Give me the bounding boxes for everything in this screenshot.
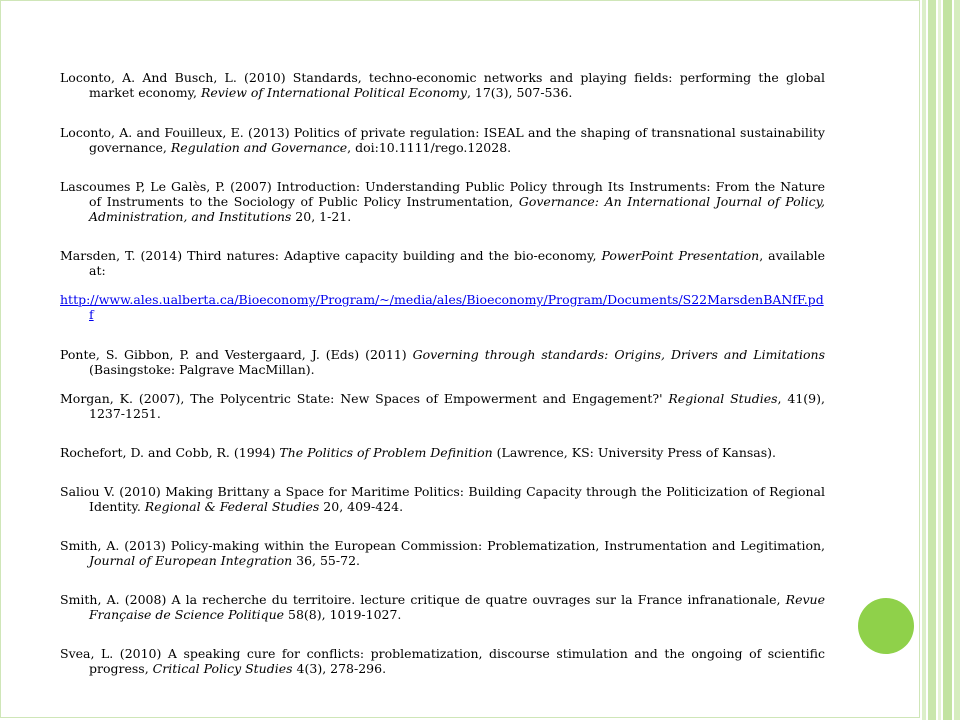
reference-item [60,445,825,460]
ref-source: Regulation and Governance [170,140,348,155]
ref-text: Loconto, A. And Busch, L. (2010) Standards, techno-economic networks and playing fields: performing the global market economy, [60,70,825,100]
reference-item [60,646,825,676]
ref-source: Regional & Federal Studies [144,499,320,514]
ref-text: Ponte, S. Gibbon, P. and Vestergaard, J. (Eds) (2011) [60,347,413,362]
ref-text: , doi:10.1111/rego.12028. [347,140,512,155]
reference-item [60,538,825,568]
ref-text: Smith, A. (2013) Policy-making within the European Commission: Problematization, Instrumentation and Legitimation, [60,538,825,553]
decorative-stripe [922,0,926,720]
ref-text: 20, 409-424. [319,499,404,514]
reference-item [60,484,825,514]
ref-text: Morgan, K. (2007), The Polycentric State: New Spaces of Empowerment and Engagement?' [60,391,669,406]
reference-item [60,391,825,421]
ref-text: Loconto, A. and Fouilleux, E. (2013) Politics of private regulation: ISEAL and the shaping of transnational sustainability governance, [60,125,825,155]
decorative-stripe [938,0,941,720]
reference-link[interactable]: http://www.ales.ualberta.ca/Bioeconomy/Program/~/media/ales/Bioeconomy/Program/Documents/S22MarsdenBANfF.pdf [60,292,824,322]
reference-item [60,292,825,322]
decorative-stripe [954,0,960,720]
reference-item [60,347,825,377]
ref-text: , available at: [89,248,825,278]
ref-source: Revue Française de Science Politique [89,592,825,622]
ref-source: The Politics of Problem Definition [279,445,493,460]
decorative-stripe [928,0,936,720]
reference-item [60,70,825,100]
ref-text: (Basingstoke: Palgrave MacMillan). [89,362,315,377]
ref-text: Rochefort, D. and Cobb, R. (1994) [60,445,280,460]
ref-source: Governance: An International Journal of Policy, Administration, and Institutions [89,194,825,224]
reference-item [60,592,825,622]
ref-source: Critical Policy Studies [152,661,293,676]
decorative-green-circle [858,598,914,654]
reference-item [60,248,825,278]
decorative-stripe [943,0,952,720]
ref-text: 20, 1-21. [291,209,352,224]
ref-text: 58(8), 1019-1027. [284,607,402,622]
ref-text: (Lawrence, KS: University Press of Kansas). [492,445,777,460]
ref-text: , 17(3), 507-536. [466,85,573,100]
ref-text: Smith, A. (2008) A la recherche du territoire. lecture critique de quatre ouvrages sur la France infranationale, [60,592,786,607]
ref-source: Journal of European Integration [89,553,293,568]
ref-text: 36, 55-72. [292,553,360,568]
reference-item [60,125,825,155]
ref-text: Svea, L. (2010) A speaking cure for conflicts: problematization, discourse stimulation and the ongoing of scientific progress, [60,646,825,676]
reference-list [60,70,825,676]
ref-source: Governing through standards: Origins, Drivers and Limitations [412,347,826,362]
ref-source: PowerPoint Presentation [601,248,760,263]
ref-text: , 41(9), 1237-1251. [89,391,825,421]
reference-item [60,179,825,224]
ref-text: Saliou V. (2010) Making Brittany a Space for Maritime Politics: Building Capacity through the Politicization of Regional Identity. [60,484,825,514]
ref-source: Review of International Political Economy [200,85,467,100]
ref-text: 4(3), 278-296. [292,661,387,676]
ref-text: Marsden, T. (2014) Third natures: Adaptive capacity building and the bio-economy, [60,248,602,263]
ref-source: Regional Studies [668,391,778,406]
ref-text: Lascoumes P, Le Galès, P. (2007) Introduction: Understanding Public Policy through Its Instruments: From the Nature of Instruments to the Sociology of Public Policy Instrumentation, [60,179,825,209]
